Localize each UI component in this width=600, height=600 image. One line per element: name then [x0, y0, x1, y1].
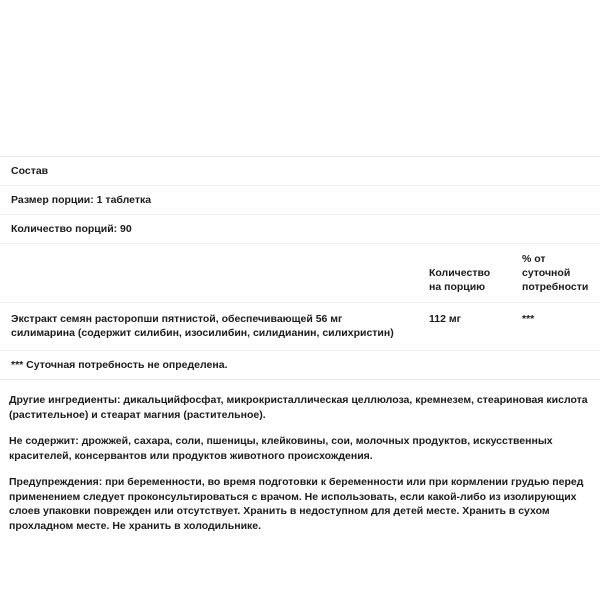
- warnings-note: Предупреждения: при беременности, во время подготовки к беременности или при кормлении грудью перед применением следует проконсультироваться с врачом. Не использовать, если какой-либо из изолирующих слоев упаковки поврежден или отсутствует. Хранить в недоступном для детей месте. Хранить в сухом прохладном месте. Не хранить в холодильнике.: [9, 476, 584, 532]
- ingredient-name: Экстракт семян расторопши пятнистой, обеспечивающей 56 мг силимарина (содержит силибин, изосилибин, силидианин, силихристин): [0, 303, 418, 351]
- column-header-percent-daily-value: % от суточной потребности: [511, 244, 600, 303]
- daily-value-footnote: *** Суточная потребность не определена.: [11, 359, 228, 371]
- notes-section: [0, 380, 600, 533]
- free-from-note: Не содержит: дрожжей, сахара, соли, пшеницы, клейковины, сои, молочных продуктов, искусственных красителей, консервантов или продуктов животного происхождения.: [9, 435, 553, 462]
- column-header-name: [0, 244, 418, 303]
- table-row-column-headers: [0, 244, 600, 303]
- table-row-footnote: [0, 351, 600, 380]
- table-row-serving-size: [0, 186, 600, 215]
- servings-per-container-text: Количество порций: 90: [0, 215, 600, 244]
- table-row-servings-per-container: [0, 215, 600, 244]
- table-row-title: [0, 157, 600, 186]
- top-spacer: [0, 0, 600, 156]
- column-header-amount-per-serving: Количество на порцию: [418, 244, 511, 303]
- serving-size-text: Размер порции: 1 таблетка: [0, 186, 600, 215]
- supplement-facts-table: [0, 156, 600, 380]
- panel-title: Состав: [0, 157, 600, 186]
- table-row-ingredient: [0, 303, 600, 351]
- ingredient-amount: 112 мг: [418, 303, 511, 351]
- ingredient-daily-value: ***: [511, 303, 600, 351]
- other-ingredients-note: Другие ингредиенты: дикальцийфосфат, микрокристаллическая целлюлоза, кремнезем, стеариновая кислота (растительное) и стеарат магния (растительное).: [9, 394, 588, 421]
